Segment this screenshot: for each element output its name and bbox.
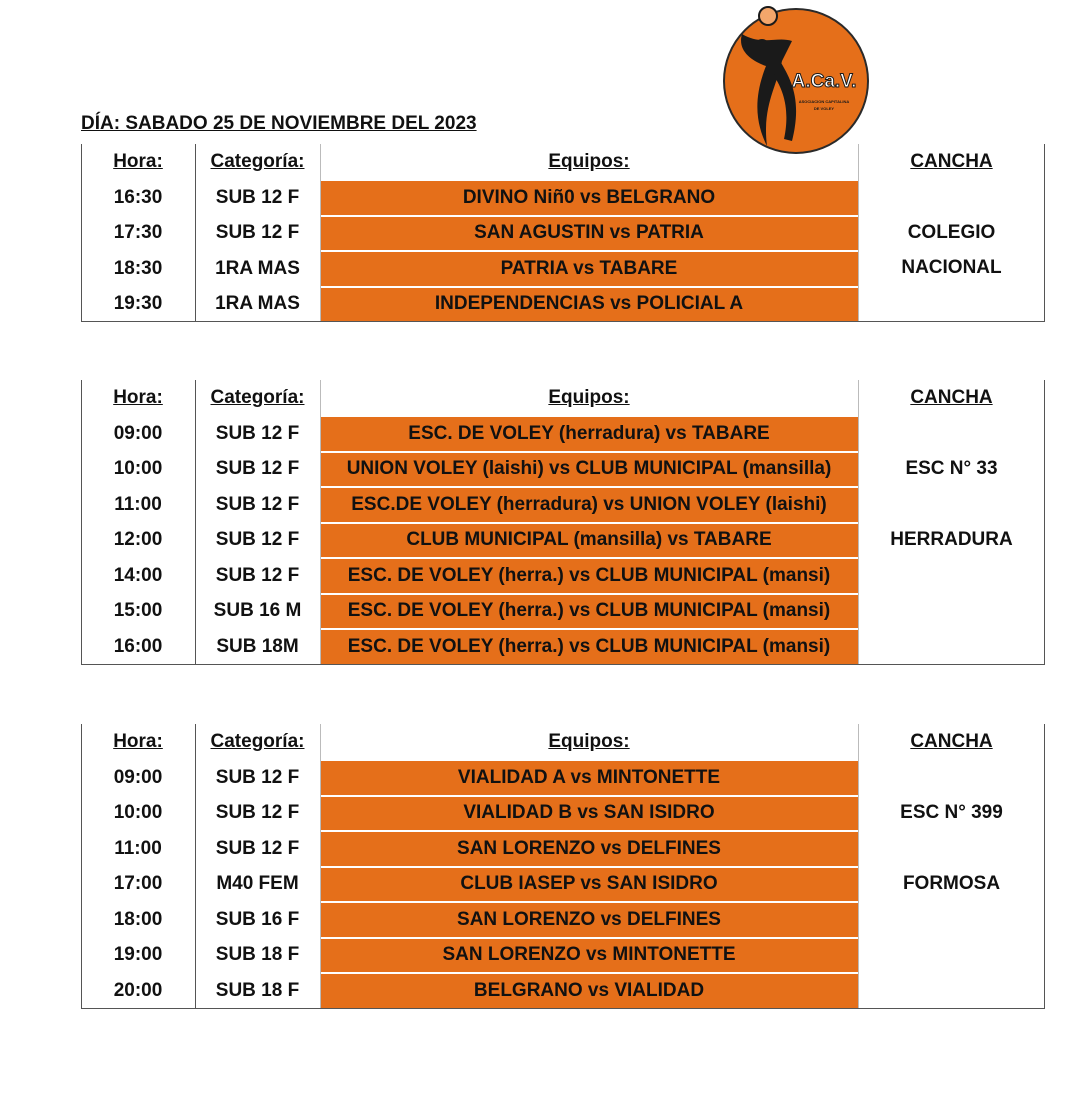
grid-line (320, 380, 321, 665)
row-categoria: SUB 12 F (215, 802, 300, 824)
row-equipos: CLUB MUNICIPAL (mansilla) vs TABARE (320, 524, 858, 558)
acav-logo (722, 6, 870, 156)
row-categoria: SUB 18 F (215, 979, 300, 1001)
header-hora-label: Hora: (113, 151, 163, 172)
row-categoria: SUB 12 F (215, 186, 300, 208)
cancha-venue (858, 180, 1045, 322)
row-categoria: SUB 12 F (215, 458, 300, 480)
header-cancha (858, 724, 1045, 760)
row-hora: 19:00 (113, 944, 163, 966)
header-cancha (858, 144, 1045, 180)
schedule-table (81, 380, 1045, 665)
row-equipos: SAN LORENZO vs MINTONETTE (320, 939, 858, 973)
row-hora: 11:00 (114, 493, 162, 515)
row-categoria: SUB 12 F (215, 564, 300, 586)
row-hora: 10:00 (113, 458, 163, 480)
grid-line (1044, 380, 1045, 665)
row-categoria: SUB 16 M (213, 600, 302, 622)
header-cancha-label: CANCHA (910, 151, 993, 172)
grid-line (320, 724, 321, 1009)
grid-line (858, 380, 859, 665)
table-header-row (81, 144, 1045, 180)
row-equipos: CLUB IASEP vs SAN ISIDRO (320, 868, 858, 902)
header-hora-label: Hora: (113, 731, 163, 752)
header-equipos-label: Equipos: (548, 387, 630, 408)
cancha-line: ESC N° 33 (905, 457, 998, 479)
grid-line (858, 144, 859, 322)
header-equipos (320, 380, 858, 416)
grid-line (81, 664, 1045, 665)
row-equipos: INDEPENDENCIAS vs POLICIAL A (320, 288, 858, 322)
logo-subtitle-1: ASOCIACION CAPITALINA (798, 99, 850, 104)
row-equipos: SAN LORENZO vs DELFINES (320, 903, 858, 937)
row-categoria: SUB 12 F (215, 222, 300, 244)
grid-line (81, 1008, 1045, 1009)
header-cancha (858, 380, 1045, 416)
grid-line (81, 144, 82, 322)
cancha-venue (858, 760, 1045, 1009)
header-categoria-label: Categoría: (210, 731, 305, 752)
page-title: DÍA: SABADO 25 DE NOVIEMBRE DEL 2023 (81, 113, 477, 134)
row-categoria: 1RA MAS (215, 293, 300, 315)
row-categoria: SUB 12 F (215, 766, 300, 788)
row-equipos: ESC. DE VOLEY (herradura) vs TABARE (320, 417, 858, 451)
header-equipos (320, 144, 858, 180)
cancha-line: COLEGIO (907, 221, 996, 243)
row-hora: 12:00 (113, 529, 163, 551)
row-equipos: ESC. DE VOLEY (herra.) vs CLUB MUNICIPAL (mansi) (320, 559, 858, 593)
header-categoria (195, 380, 320, 416)
row-categoria: M40 FEM (216, 873, 299, 895)
grid-line (195, 380, 196, 665)
table-header-row (81, 724, 1045, 760)
row-categoria: SUB 16 F (215, 908, 300, 930)
row-hora: 17:30 (113, 222, 163, 244)
row-equipos: SAN AGUSTIN vs PATRIA (320, 217, 858, 251)
grid-line (81, 724, 82, 1009)
row-categoria: SUB 18 F (215, 944, 300, 966)
row-equipos: VIALIDAD B vs SAN ISIDRO (320, 797, 858, 831)
row-hora: 16:30 (113, 186, 163, 208)
header-equipos-label: Equipos: (548, 151, 630, 172)
row-hora: 14:00 (113, 564, 163, 586)
schedule-table (81, 144, 1045, 322)
row-hora: 18:30 (113, 257, 163, 279)
header-categoria-label: Categoría: (210, 387, 305, 408)
row-equipos: PATRIA vs TABARE (320, 252, 858, 286)
row-categoria: SUB 12 F (215, 837, 300, 859)
grid-line (195, 724, 196, 1009)
header-categoria (195, 144, 320, 180)
header-equipos-label: Equipos: (548, 731, 630, 752)
header-cancha-label: CANCHA (910, 731, 993, 752)
header-hora (81, 724, 195, 760)
row-equipos: ESC. DE VOLEY (herra.) vs CLUB MUNICIPAL (mansi) (320, 630, 858, 664)
row-hora: 09:00 (113, 422, 163, 444)
table-header-row (81, 380, 1045, 416)
row-equipos: VIALIDAD A vs MINTONETTE (320, 761, 858, 795)
grid-line (1044, 144, 1045, 322)
row-equipos: BELGRANO vs VIALIDAD (320, 974, 858, 1008)
row-categoria: SUB 18M (216, 635, 299, 657)
header-cancha-label: CANCHA (910, 387, 993, 408)
header-hora (81, 144, 195, 180)
cancha-venue (858, 416, 1045, 665)
header-categoria (195, 724, 320, 760)
grid-line (81, 321, 1045, 322)
grid-line (195, 144, 196, 322)
row-hora: 19:30 (113, 293, 163, 315)
cancha-line: HERRADURA (890, 528, 1013, 550)
header-equipos (320, 724, 858, 760)
logo-subtitle-2: DE VOLEY (813, 106, 835, 111)
row-categoria: 1RA MAS (215, 257, 300, 279)
row-hora: 09:00 (113, 766, 163, 788)
row-categoria: SUB 12 F (215, 529, 300, 551)
grid-line (81, 380, 82, 665)
row-hora: 11:00 (114, 837, 162, 859)
schedule-table (81, 724, 1045, 1009)
grid-line (858, 724, 859, 1009)
cancha-line: NACIONAL (901, 257, 1002, 278)
header-categoria-label: Categoría: (210, 151, 305, 172)
row-hora: 10:00 (113, 802, 163, 824)
header-hora-label: Hora: (113, 387, 163, 408)
logo-text: A.Ca.V. (791, 71, 857, 92)
row-equipos: SAN LORENZO vs DELFINES (320, 832, 858, 866)
row-equipos: ESC. DE VOLEY (herra.) vs CLUB MUNICIPAL (mansi) (320, 595, 858, 629)
row-equipos: DIVINO Niñ0 vs BELGRANO (320, 181, 858, 215)
header-hora (81, 380, 195, 416)
row-equipos: ESC.DE VOLEY (herradura) vs UNION VOLEY (laishi) (320, 488, 858, 522)
row-hora: 17:00 (113, 873, 163, 895)
row-categoria: SUB 12 F (215, 493, 300, 515)
cancha-line: ESC N° 399 (900, 801, 1003, 823)
row-categoria: SUB 12 F (215, 422, 300, 444)
grid-line (1044, 724, 1045, 1009)
row-hora: 15:00 (113, 600, 163, 622)
row-equipos: UNION VOLEY (laishi) vs CLUB MUNICIPAL (mansilla) (320, 453, 858, 487)
grid-line (320, 144, 321, 322)
row-hora: 16:00 (113, 635, 163, 657)
row-hora: 20:00 (113, 979, 163, 1001)
cancha-line: FORMOSA (902, 872, 1001, 894)
row-hora: 18:00 (113, 908, 163, 930)
